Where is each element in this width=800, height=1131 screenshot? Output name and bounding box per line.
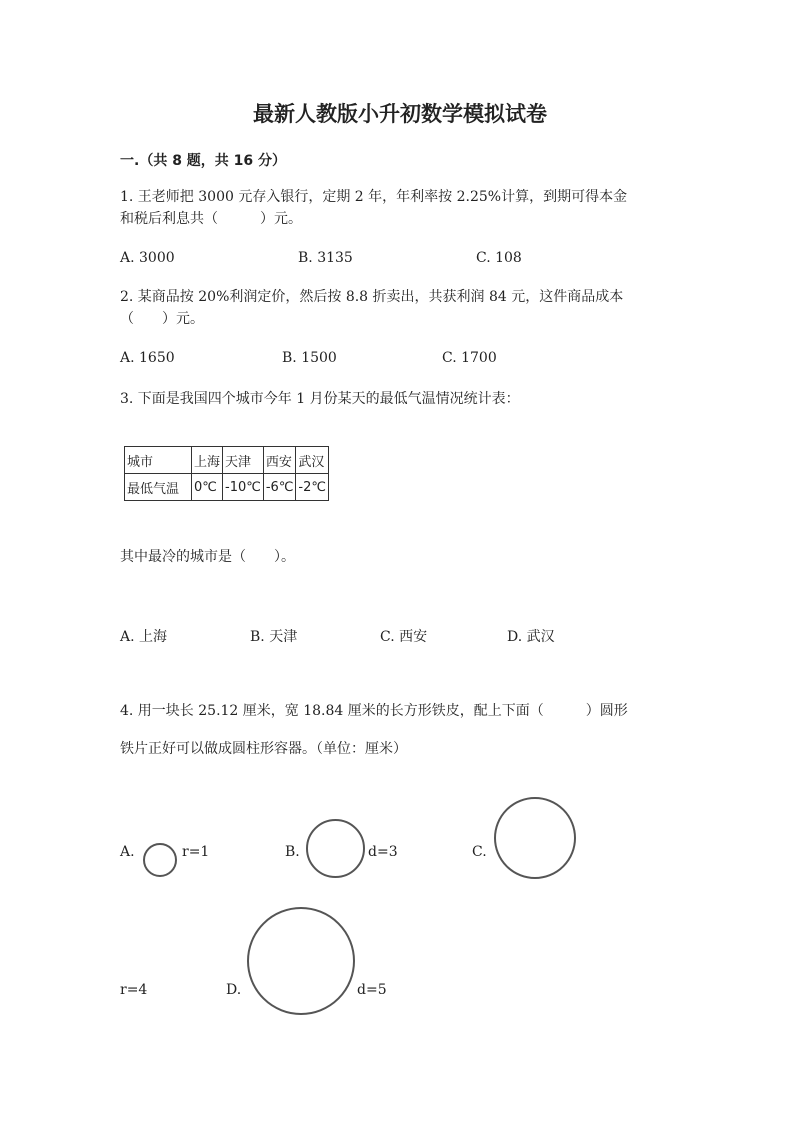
question-3-line-1: 3. 下面是我国四个城市今年 1 月份某天的最低气温情况统计表： [120,391,520,407]
question-4-option-d-value: d=5 [357,982,387,998]
question-3-prompt: 其中最冷的城市是（ ）。 [120,549,295,565]
table-cell: 城市 [125,447,192,474]
question-1-option-c: C. 108 [476,250,522,266]
page-title: 最新人教版小升初数学模拟试卷 [253,102,547,126]
table-cell: 武汉 [296,447,329,474]
question-4-option-a-label: A. [120,844,135,860]
question-3-option-c: C. 西安 [380,629,428,645]
table-cell: 西安 [263,447,296,474]
question-1-line-2: 和税后利息共（ ）元。 [120,211,302,227]
table-cell: 上海 [192,447,223,474]
question-1-option-b: B. 3135 [298,250,353,266]
question-2-line-1: 2. 某商品按 20%利润定价，然后按 8.8 折卖出，共获利润 84 元，这件商品成本 [120,289,624,305]
question-4-option-c-label: C. [472,844,487,860]
temperature-table [124,446,329,501]
question-2-option-a: A. 1650 [120,350,175,366]
question-3-option-a: A. 上海 [120,629,168,645]
question-1-line-1: 1. 王老师把 3000 元存入银行，定期 2 年，年利率按 2.25%计算，到期可得本金 [120,189,628,205]
question-2-line-2: （ ）元。 [120,311,204,327]
question-3-option-d: D. 武汉 [507,629,555,645]
question-4-option-c-value: r=4 [120,982,148,998]
table-header-row [125,447,329,474]
table-cell: 最低气温 [125,474,192,501]
question-4-option-b-label: B. [285,844,300,860]
table-cell: -10℃ [223,474,264,501]
question-4-option-d-label: D. [226,982,242,998]
question-4-option-b-value: d=3 [368,844,398,860]
question-3-option-b: B. 天津 [250,629,298,645]
question-1-option-a: A. 3000 [120,250,175,266]
question-2-option-b: B. 1500 [282,350,337,366]
section-heading: 一.（共 8 题，共 16 分） [120,153,287,169]
question-2-option-c: C. 1700 [442,350,497,366]
question-4-option-a-value: r=1 [182,844,210,860]
circle-option-d [247,907,355,1015]
table-cell: -2℃ [296,474,329,501]
circle-option-c [494,797,576,879]
table-cell: 0℃ [192,474,223,501]
circle-option-b [306,819,365,878]
question-4-line-1: 4. 用一块长 25.12 厘米，宽 18.84 厘米的长方形铁皮，配上下面（ ）圆形 [120,703,628,719]
circle-option-a [143,843,177,877]
table-row [125,474,329,501]
table-cell: 天津 [223,447,264,474]
question-4-line-2: 铁片正好可以做成圆柱形容器。（单位：厘米） [120,741,407,757]
table-cell: -6℃ [263,474,296,501]
